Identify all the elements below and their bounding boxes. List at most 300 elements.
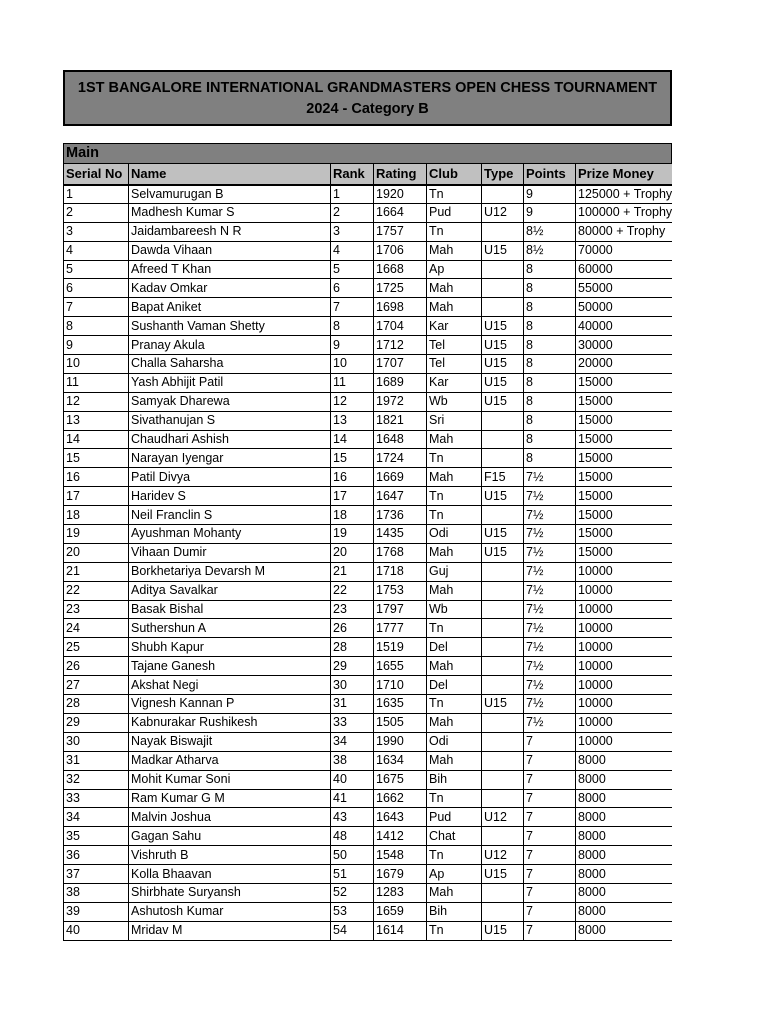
cell-rating: 1768 [374, 543, 427, 562]
cell-name: Madhesh Kumar S [129, 203, 331, 222]
cell-name: Mridav M [129, 921, 331, 940]
cell-points: 7 [524, 921, 576, 940]
col-points: Points [524, 164, 576, 185]
cell-type [482, 279, 524, 298]
cell-rank: 1 [331, 185, 374, 204]
cell-serial-no: 2 [64, 203, 129, 222]
cell-rank: 54 [331, 921, 374, 940]
cell-serial-no: 14 [64, 430, 129, 449]
cell-rank: 5 [331, 260, 374, 279]
cell-serial-no: 37 [64, 865, 129, 884]
cell-club: Odi [427, 525, 482, 544]
table-row [64, 676, 673, 695]
cell-rank: 34 [331, 732, 374, 751]
cell-rank: 52 [331, 883, 374, 902]
cell-prize-money: 15000 [576, 543, 673, 562]
cell-prize-money: 8000 [576, 808, 673, 827]
cell-name: Gagan Sahu [129, 827, 331, 846]
cell-type [482, 185, 524, 204]
cell-club: Tn [427, 222, 482, 241]
cell-points: 8 [524, 336, 576, 355]
cell-name: Suthershun A [129, 619, 331, 638]
cell-name: Jaidambareesh N R [129, 222, 331, 241]
cell-type [482, 260, 524, 279]
cell-points: 7½ [524, 713, 576, 732]
cell-club: Tn [427, 789, 482, 808]
table-row [64, 411, 673, 430]
cell-club: Tel [427, 355, 482, 374]
cell-type [482, 562, 524, 581]
cell-rating: 1724 [374, 449, 427, 468]
cell-prize-money: 15000 [576, 449, 673, 468]
cell-serial-no: 4 [64, 241, 129, 260]
cell-rating: 1725 [374, 279, 427, 298]
cell-name: Neil Franclin S [129, 506, 331, 525]
cell-prize-money: 40000 [576, 317, 673, 336]
cell-rating: 1548 [374, 846, 427, 865]
cell-name: Challa Saharsha [129, 355, 331, 374]
cell-prize-money: 10000 [576, 713, 673, 732]
cell-serial-no: 40 [64, 921, 129, 940]
cell-rank: 26 [331, 619, 374, 638]
cell-type: U12 [482, 808, 524, 827]
cell-name: Aditya Savalkar [129, 581, 331, 600]
cell-type [482, 751, 524, 770]
cell-rating: 1659 [374, 902, 427, 921]
table-row [64, 827, 673, 846]
cell-type: U15 [482, 373, 524, 392]
cell-prize-money: 10000 [576, 676, 673, 695]
cell-points: 7½ [524, 506, 576, 525]
cell-rating: 1519 [374, 638, 427, 657]
table-row [64, 751, 673, 770]
cell-club: Ap [427, 260, 482, 279]
cell-rating: 1648 [374, 430, 427, 449]
cell-rating: 1704 [374, 317, 427, 336]
cell-prize-money: 100000 + Trophy [576, 203, 673, 222]
col-name: Name [129, 164, 331, 185]
cell-serial-no: 8 [64, 317, 129, 336]
cell-prize-money: 50000 [576, 298, 673, 317]
cell-prize-money: 15000 [576, 430, 673, 449]
cell-type: U15 [482, 241, 524, 260]
cell-type: U12 [482, 846, 524, 865]
cell-type [482, 770, 524, 789]
cell-club: Kar [427, 373, 482, 392]
cell-type: U15 [482, 317, 524, 336]
cell-rank: 6 [331, 279, 374, 298]
cell-name: Mohit Kumar Soni [129, 770, 331, 789]
cell-rating: 1668 [374, 260, 427, 279]
cell-serial-no: 30 [64, 732, 129, 751]
cell-serial-no: 20 [64, 543, 129, 562]
cell-rank: 7 [331, 298, 374, 317]
cell-club: Ap [427, 865, 482, 884]
cell-points: 7½ [524, 543, 576, 562]
table-row [64, 203, 673, 222]
cell-rank: 20 [331, 543, 374, 562]
cell-serial-no: 38 [64, 883, 129, 902]
cell-serial-no: 21 [64, 562, 129, 581]
cell-club: Mah [427, 279, 482, 298]
col-rating: Rating [374, 164, 427, 185]
cell-type [482, 827, 524, 846]
cell-points: 7½ [524, 525, 576, 544]
cell-rank: 33 [331, 713, 374, 732]
cell-rank: 12 [331, 392, 374, 411]
table-row [64, 695, 673, 714]
cell-points: 7 [524, 732, 576, 751]
table-row [64, 392, 673, 411]
cell-name: Narayan Iyengar [129, 449, 331, 468]
cell-rank: 2 [331, 203, 374, 222]
table-row [64, 902, 673, 921]
table-row [64, 373, 673, 392]
cell-type: U15 [482, 392, 524, 411]
cell-points: 7 [524, 883, 576, 902]
table-row [64, 487, 673, 506]
cell-serial-no: 26 [64, 657, 129, 676]
cell-club: Sri [427, 411, 482, 430]
cell-rating: 1753 [374, 581, 427, 600]
cell-rating: 1505 [374, 713, 427, 732]
cell-rating: 1757 [374, 222, 427, 241]
col-serial-no: Serial No [64, 164, 129, 185]
cell-name: Malvin Joshua [129, 808, 331, 827]
cell-club: Mah [427, 468, 482, 487]
cell-rating: 1679 [374, 865, 427, 884]
cell-type [482, 222, 524, 241]
cell-prize-money: 10000 [576, 562, 673, 581]
cell-type [482, 430, 524, 449]
cell-club: Bih [427, 902, 482, 921]
cell-points: 7½ [524, 638, 576, 657]
cell-serial-no: 27 [64, 676, 129, 695]
cell-type [482, 506, 524, 525]
cell-rank: 13 [331, 411, 374, 430]
cell-rank: 31 [331, 695, 374, 714]
cell-name: Sushanth Vaman Shetty [129, 317, 331, 336]
cell-rank: 40 [331, 770, 374, 789]
cell-rating: 1821 [374, 411, 427, 430]
cell-points: 8 [524, 430, 576, 449]
cell-type: U15 [482, 921, 524, 940]
cell-name: Sivathanujan S [129, 411, 331, 430]
cell-prize-money: 8000 [576, 751, 673, 770]
cell-rating: 1675 [374, 770, 427, 789]
cell-club: Mah [427, 657, 482, 676]
cell-serial-no: 33 [64, 789, 129, 808]
cell-prize-money: 15000 [576, 487, 673, 506]
cell-points: 7 [524, 902, 576, 921]
cell-club: Tn [427, 846, 482, 865]
cell-prize-money: 20000 [576, 355, 673, 374]
cell-name: Vignesh Kannan P [129, 695, 331, 714]
cell-rank: 19 [331, 525, 374, 544]
cell-rank: 4 [331, 241, 374, 260]
cell-rank: 41 [331, 789, 374, 808]
table-row [64, 317, 673, 336]
cell-serial-no: 18 [64, 506, 129, 525]
cell-type: U15 [482, 543, 524, 562]
cell-type: U15 [482, 355, 524, 374]
table-row [64, 562, 673, 581]
cell-serial-no: 39 [64, 902, 129, 921]
cell-name: Afreed T Khan [129, 260, 331, 279]
cell-name: Pranay Akula [129, 336, 331, 355]
cell-rank: 50 [331, 846, 374, 865]
cell-rating: 1712 [374, 336, 427, 355]
cell-prize-money: 15000 [576, 468, 673, 487]
table-row [64, 185, 673, 204]
cell-prize-money: 15000 [576, 373, 673, 392]
table-row [64, 581, 673, 600]
cell-rank: 43 [331, 808, 374, 827]
cell-type [482, 298, 524, 317]
cell-points: 7½ [524, 619, 576, 638]
cell-type [482, 789, 524, 808]
cell-rating: 1655 [374, 657, 427, 676]
cell-rating: 1669 [374, 468, 427, 487]
cell-points: 8½ [524, 222, 576, 241]
table-row [64, 298, 673, 317]
cell-rank: 38 [331, 751, 374, 770]
cell-points: 7 [524, 827, 576, 846]
cell-prize-money: 125000 + Trophy [576, 185, 673, 204]
cell-name: Basak Bishal [129, 600, 331, 619]
cell-prize-money: 8000 [576, 883, 673, 902]
cell-name: Yash Abhijit Patil [129, 373, 331, 392]
cell-serial-no: 16 [64, 468, 129, 487]
cell-prize-money: 8000 [576, 770, 673, 789]
cell-name: Bapat Aniket [129, 298, 331, 317]
cell-type: U12 [482, 203, 524, 222]
table-row [64, 241, 673, 260]
cell-points: 9 [524, 203, 576, 222]
cell-serial-no: 34 [64, 808, 129, 827]
table-row [64, 430, 673, 449]
cell-serial-no: 13 [64, 411, 129, 430]
cell-points: 7 [524, 865, 576, 884]
header-row [64, 164, 673, 185]
cell-type: U15 [482, 487, 524, 506]
cell-rank: 29 [331, 657, 374, 676]
cell-name: Ashutosh Kumar [129, 902, 331, 921]
cell-prize-money: 10000 [576, 600, 673, 619]
cell-type [482, 449, 524, 468]
cell-serial-no: 7 [64, 298, 129, 317]
cell-serial-no: 28 [64, 695, 129, 714]
cell-points: 7½ [524, 657, 576, 676]
cell-prize-money: 10000 [576, 732, 673, 751]
cell-serial-no: 24 [64, 619, 129, 638]
cell-name: Madkar Atharva [129, 751, 331, 770]
cell-type [482, 902, 524, 921]
cell-club: Mah [427, 543, 482, 562]
cell-rating: 1698 [374, 298, 427, 317]
cell-points: 8 [524, 392, 576, 411]
cell-serial-no: 29 [64, 713, 129, 732]
cell-prize-money: 10000 [576, 638, 673, 657]
cell-name: Vihaan Dumir [129, 543, 331, 562]
cell-name: Haridev S [129, 487, 331, 506]
cell-type: U15 [482, 865, 524, 884]
cell-club: Tn [427, 185, 482, 204]
cell-serial-no: 36 [64, 846, 129, 865]
cell-club: Chat [427, 827, 482, 846]
cell-rating: 1718 [374, 562, 427, 581]
cell-points: 8 [524, 373, 576, 392]
cell-points: 8 [524, 411, 576, 430]
table-row [64, 789, 673, 808]
table-row [64, 525, 673, 544]
cell-rating: 1707 [374, 355, 427, 374]
cell-name: Kolla Bhaavan [129, 865, 331, 884]
cell-club: Tn [427, 487, 482, 506]
cell-points: 7 [524, 751, 576, 770]
cell-club: Bih [427, 770, 482, 789]
cell-points: 8½ [524, 241, 576, 260]
cell-serial-no: 17 [64, 487, 129, 506]
cell-type: U15 [482, 695, 524, 714]
cell-prize-money: 15000 [576, 506, 673, 525]
cell-rank: 3 [331, 222, 374, 241]
cell-rating: 1664 [374, 203, 427, 222]
title-line-2: 2024 - Category B [306, 101, 429, 117]
cell-serial-no: 22 [64, 581, 129, 600]
cell-rating: 1706 [374, 241, 427, 260]
title-line-1: 1ST BANGALORE INTERNATIONAL GRANDMASTERS OPEN CHESS TOURNAMENT [77, 80, 658, 96]
cell-prize-money: 30000 [576, 336, 673, 355]
cell-rank: 15 [331, 449, 374, 468]
cell-rank: 30 [331, 676, 374, 695]
cell-club: Mah [427, 298, 482, 317]
table-row [64, 336, 673, 355]
cell-club: Mah [427, 581, 482, 600]
cell-type [482, 619, 524, 638]
cell-prize-money: 10000 [576, 657, 673, 676]
cell-rank: 21 [331, 562, 374, 581]
table-row [64, 355, 673, 374]
cell-rank: 8 [331, 317, 374, 336]
cell-points: 7 [524, 789, 576, 808]
cell-points: 9 [524, 185, 576, 204]
cell-rating: 1647 [374, 487, 427, 506]
cell-rating: 1412 [374, 827, 427, 846]
cell-name: Samyak Dharewa [129, 392, 331, 411]
cell-prize-money: 15000 [576, 392, 673, 411]
cell-prize-money: 8000 [576, 865, 673, 884]
cell-rank: 51 [331, 865, 374, 884]
section-label: Main [63, 143, 672, 163]
cell-points: 7½ [524, 600, 576, 619]
cell-serial-no: 32 [64, 770, 129, 789]
table-row [64, 638, 673, 657]
cell-serial-no: 6 [64, 279, 129, 298]
cell-rating: 1614 [374, 921, 427, 940]
cell-rating: 1643 [374, 808, 427, 827]
cell-points: 7½ [524, 695, 576, 714]
cell-club: Tn [427, 449, 482, 468]
cell-club: Tn [427, 921, 482, 940]
cell-serial-no: 10 [64, 355, 129, 374]
cell-name: Kabnurakar Rushikesh [129, 713, 331, 732]
cell-name: Akshat Negi [129, 676, 331, 695]
table-row [64, 449, 673, 468]
cell-rank: 16 [331, 468, 374, 487]
cell-points: 7½ [524, 468, 576, 487]
cell-name: Dawda Vihaan [129, 241, 331, 260]
cell-rating: 1920 [374, 185, 427, 204]
cell-prize-money: 80000 + Trophy [576, 222, 673, 241]
cell-type: U15 [482, 525, 524, 544]
cell-name: Selvamurugan B [129, 185, 331, 204]
cell-rating: 1972 [374, 392, 427, 411]
table-row [64, 846, 673, 865]
table-row [64, 713, 673, 732]
cell-type [482, 411, 524, 430]
cell-rating: 1283 [374, 883, 427, 902]
cell-rank: 28 [331, 638, 374, 657]
cell-prize-money: 15000 [576, 411, 673, 430]
cell-rating: 1634 [374, 751, 427, 770]
table-row [64, 600, 673, 619]
table-row [64, 732, 673, 751]
cell-rank: 10 [331, 355, 374, 374]
cell-serial-no: 25 [64, 638, 129, 657]
cell-rank: 17 [331, 487, 374, 506]
cell-prize-money: 8000 [576, 902, 673, 921]
cell-prize-money: 8000 [576, 789, 673, 808]
cell-type: F15 [482, 468, 524, 487]
table-row [64, 222, 673, 241]
table-row [64, 543, 673, 562]
cell-prize-money: 8000 [576, 846, 673, 865]
cell-prize-money: 10000 [576, 619, 673, 638]
cell-serial-no: 12 [64, 392, 129, 411]
cell-rating: 1635 [374, 695, 427, 714]
cell-serial-no: 1 [64, 185, 129, 204]
table-row [64, 657, 673, 676]
cell-points: 8 [524, 317, 576, 336]
cell-rating: 1662 [374, 789, 427, 808]
cell-serial-no: 23 [64, 600, 129, 619]
cell-points: 8 [524, 449, 576, 468]
cell-type [482, 581, 524, 600]
cell-points: 8 [524, 355, 576, 374]
cell-rating: 1777 [374, 619, 427, 638]
table-row [64, 279, 673, 298]
cell-rating: 1990 [374, 732, 427, 751]
cell-type [482, 713, 524, 732]
cell-type [482, 657, 524, 676]
cell-club: Mah [427, 713, 482, 732]
table-row [64, 619, 673, 638]
cell-club: Mah [427, 430, 482, 449]
cell-name: Nayak Biswajit [129, 732, 331, 751]
cell-name: Shirbhate Suryansh [129, 883, 331, 902]
table-row [64, 808, 673, 827]
cell-rank: 18 [331, 506, 374, 525]
cell-type [482, 676, 524, 695]
cell-club: Mah [427, 241, 482, 260]
cell-rank: 14 [331, 430, 374, 449]
cell-serial-no: 15 [64, 449, 129, 468]
cell-club: Del [427, 638, 482, 657]
cell-prize-money: 60000 [576, 260, 673, 279]
cell-rank: 11 [331, 373, 374, 392]
cell-points: 7 [524, 770, 576, 789]
